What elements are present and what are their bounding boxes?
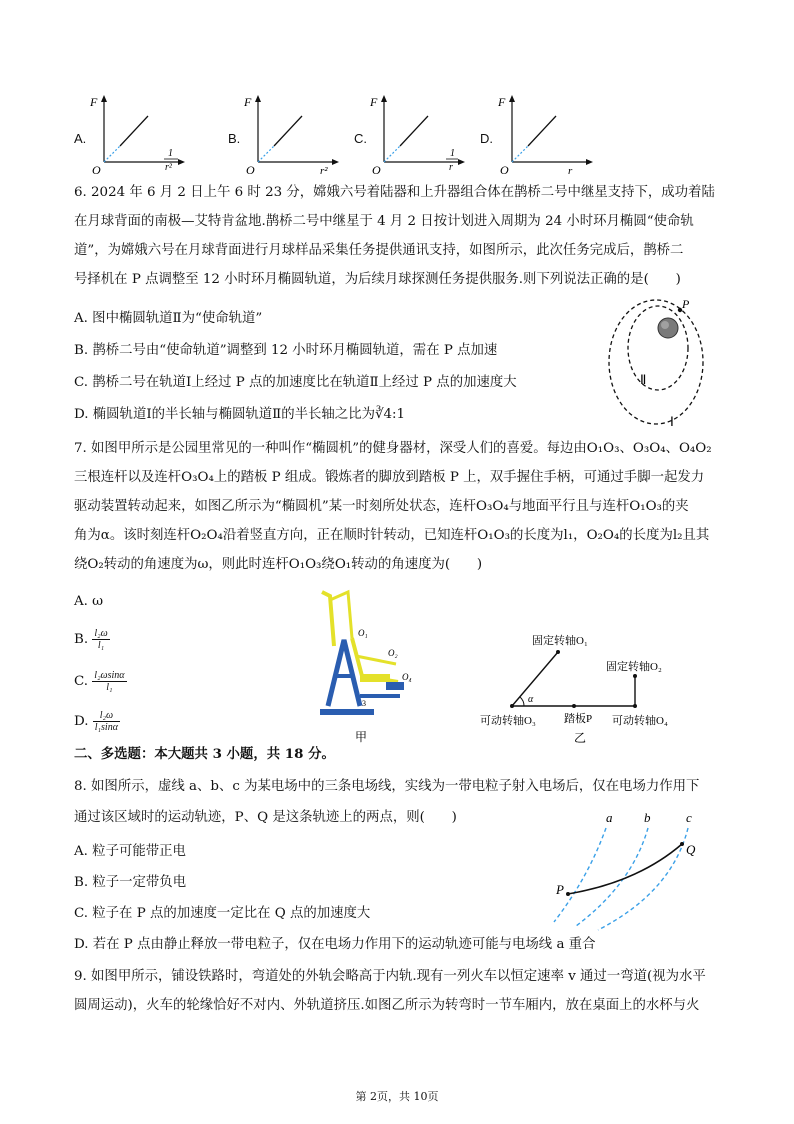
q7-option-a: A. ω xyxy=(74,594,104,609)
q8-field-figure xyxy=(548,808,708,930)
svg-text:O₂: O₂ xyxy=(388,648,398,658)
page-footer: 第 2页，共 10页 xyxy=(355,1090,439,1103)
q8-option-a: A. 粒子可能带正电 xyxy=(74,844,186,859)
svg-text:r: r xyxy=(568,165,573,177)
svg-text:O: O xyxy=(92,163,101,177)
svg-text:1: 1 xyxy=(168,148,173,159)
q8-option-d: D. 若在 P 点由静止释放一带电粒子，仅在电场力作用下的运动轨迹可能与电场线 a 重合 xyxy=(74,937,596,952)
svg-text:a: a xyxy=(606,810,613,825)
q5-option-c-label: C. xyxy=(354,131,367,146)
q7-option-c: C. $\frac{\text{l₂ωsinα}}{\text{l₁}}$ xyxy=(74,670,125,693)
q6-orbit-figure xyxy=(596,298,706,430)
svg-text:O₄: O₄ xyxy=(402,672,412,682)
q8-stem-line-2: 通过该区域时的运动轨迹，P、Q 是这条轨迹上的两点，则( ) xyxy=(74,810,457,825)
svg-text:甲: 甲 xyxy=(355,730,368,744)
svg-text:固定转轴O₁: 固定转轴O₁ xyxy=(532,635,588,647)
q8-stem-line-1: 8. 如图所示，虚线 a、b、c 为某电场中的三条电场线，实线为一带电粒子射入电场后，仅在电场力作用下 xyxy=(74,779,700,794)
svg-text:3: 3 xyxy=(362,699,366,708)
svg-text:b: b xyxy=(644,810,651,825)
q5-option-a-label: A. xyxy=(74,131,87,146)
svg-text:Ⅰ: Ⅰ xyxy=(670,414,674,429)
q6-stem-line-1: 6. 2024 年 6 月 2 日上午 6 时 23 分，嫦娥六号着陆器和上升器组合体在鹊桥二号中继星支持下，成功着陆 xyxy=(74,185,715,200)
svg-text:O: O xyxy=(372,163,381,177)
q6-option-a: A. 图中椭圆轨道Ⅱ为“使命轨道” xyxy=(74,311,263,326)
svg-text:O₁: O₁ xyxy=(358,628,368,638)
q7-stem-line-5: 绕O₂转动的角速度为ω，则此时连杆O₁O₃绕O₁转动的角速度为( ) xyxy=(74,557,483,572)
q5-graph-d xyxy=(494,92,594,177)
q7-option-b: B. $\frac{\text{l₂ω}}{\text{l₁}}$ xyxy=(74,628,108,651)
svg-text:1: 1 xyxy=(450,148,455,159)
q7-stem-line-3: 驱动装置转动起来，如图乙所示为“椭圆机”某一时刻所处状态，连杆O₃O₄与地面平行且与连杆O₁O₃的夹 xyxy=(74,499,689,514)
q8-option-b: B. 粒子一定带负电 xyxy=(74,875,187,890)
svg-text:固定转轴O₂: 固定转轴O₂ xyxy=(606,661,662,673)
q6-option-d: D. 椭圆轨道Ⅰ的半长轴与椭圆轨道Ⅱ的半长轴之比为∛4:1 xyxy=(74,407,406,422)
svg-text:乙: 乙 xyxy=(574,731,587,745)
svg-text:F: F xyxy=(498,95,506,109)
q7-figure-yi xyxy=(478,626,708,746)
q6-stem-line-4: 号择机在 P 点调整至 12 小时环月椭圆轨道，为后续月球探测任务提供服务.则下列说法正确的是( ) xyxy=(74,272,681,287)
q7-figure-jia xyxy=(300,586,440,746)
svg-text:Q: Q xyxy=(686,842,696,857)
svg-text:可动转轴O₃: 可动转轴O₃ xyxy=(480,715,536,727)
q9-stem-line-2: 圆周运动)，火车的轮缘恰好不对内、外轨道挤压.如图乙所示为转弯时一节车厢内，放在桌面上的水杯与火 xyxy=(74,998,700,1013)
q6-stem-line-2: 在月球背面的南极—艾特肯盆地.鹊桥二号中继星于 4 月 2 日按计划进入周期为 24 小时环月椭圆“使命轨 xyxy=(74,214,694,229)
q6-stem-line-3: 道”，为嫦娥六号在月球背面进行月球样品采集任务提供通讯支持，如图所示，此次任务完成后，鹊桥二 xyxy=(74,243,684,258)
svg-text:P: P xyxy=(556,882,564,897)
q6-option-b: B. 鹊桥二号由“使命轨道”调整到 12 小时环月椭圆轨道，需在 P 点加速 xyxy=(74,343,498,358)
svg-text:F: F xyxy=(90,95,98,109)
q7-stem-line-1: 7. 如图甲所示是公园里常见的一种叫作“椭圆机”的健身器材，深受人们的喜爱。每边由O₁O₃、O₃O₄、O₄O₂ xyxy=(74,441,712,456)
q6-option-c: C. 鹊桥二号在轨道Ⅰ上经过 P 点的加速度比在轨道Ⅱ上经过 P 点的加速度大 xyxy=(74,375,517,390)
svg-text:F: F xyxy=(244,95,252,109)
q5-graph-c xyxy=(366,92,466,177)
q5-graph-a xyxy=(86,92,186,177)
svg-text:Ⅱ: Ⅱ xyxy=(640,372,647,387)
q8-option-c: C. 粒子在 P 点的加速度一定比在 Q 点的加速度大 xyxy=(74,906,371,921)
svg-text:r²: r² xyxy=(320,165,328,177)
svg-text:r²: r² xyxy=(165,162,172,173)
q5-option-d-label: D. xyxy=(480,131,493,146)
svg-text:可动转轴O₄: 可动转轴O₄ xyxy=(612,715,668,727)
svg-text:O: O xyxy=(246,163,255,177)
svg-text:c: c xyxy=(686,810,692,825)
q5-option-b-label: B. xyxy=(228,131,241,146)
svg-text:r: r xyxy=(449,162,453,173)
svg-text:F: F xyxy=(370,95,378,109)
svg-text:α: α xyxy=(528,694,534,705)
q5-graph-b xyxy=(240,92,340,177)
section-2-heading: 二、多选题：本大题共 3 小题，共 18 分。 xyxy=(74,746,335,762)
svg-text:P: P xyxy=(682,297,690,311)
q7-stem-line-4: 角为α。该时刻连杆O₂O₄沿着竖直方向，正在顺时针转动，已知连杆O₁O₃的长度为l₁，O₂O₄的长度为l₂且其 xyxy=(74,528,710,543)
q7-stem-line-2: 三根连杆以及连杆O₃O₄上的踏板 P 组成。锻炼者的脚放到踏板 P 上，双手握住手柄，可通过手脚一起发力 xyxy=(74,470,705,485)
svg-text:O: O xyxy=(500,163,509,177)
svg-text:踏板P: 踏板P xyxy=(564,713,593,725)
q9-stem-line-1: 9. 如图甲所示，铺设铁路时，弯道处的外轨会略高于内轨.现有一列火车以恒定速率 v 通过一弯道(视为水平 xyxy=(74,969,706,984)
q7-option-d: D. $\frac{\text{l₂ω}}{\text{l₁sinα}}$ xyxy=(74,710,118,733)
